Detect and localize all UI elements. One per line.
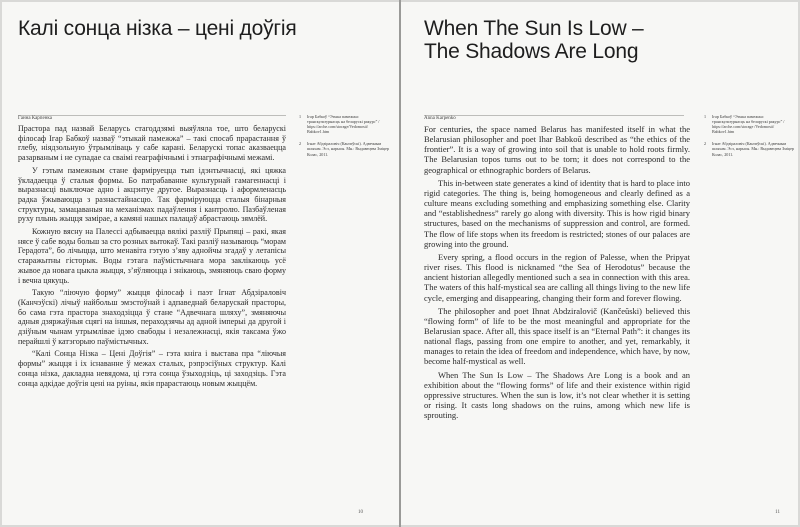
footnote: [704, 114, 796, 134]
paragraph: Every spring, a flood occurs in the region of Palesse, when the Pripyat river rises. This flood is nicknamed “the Sea of Herodotus” because the ancient historian allegedly mentioned such a sea in connection with this area. The waters of this half-mystical sea are calling all things living to the new life cycle, emerging and disappearing, changing their form and forever flowing.: [424, 251, 690, 303]
footnote-number: 2: [299, 141, 302, 147]
author-name: Anna Karpenko: [424, 116, 456, 121]
title-line-1: Калі сонца нізка – цені доўгія: [18, 17, 297, 40]
paragraph: “Калі Сонца Нізка – Цені Доўгія” – гэта кніга і выстава пра “ліючыя формы” жыцця і іх існаванне ў межах сталых, рэпрэсіўных структур. Калі сонца нізка, дакладна невядома, ці гэта сонца ўзыходзіць, ці заходзіць. Гэта сонца адкідае доўгія цені на руіны, якія прарастаюць новым жыццём.: [18, 349, 286, 388]
body-text: [18, 124, 286, 391]
paragraph: Такую “ліючую форму” жыцця філосаф і паэт Ігнат Абдзіраловіч (Канчэўскі) лічыў найбольш эмэстоўнай і адпаведнай беларускай прасторы, бо сама гэта прастора знаходзіцца ў стане “Адвечнага шляху”, змяняючы адныя дзяржаўныя сцягі на іншыя, пераходзячы ад адной імперыі да другой і дзіўным чынам утрымліваe ідэю свабоды і незалежнасці, якія таксама ўжо перайшлі ў катэгорыю паўмістычных.: [18, 288, 286, 346]
page-number: 10: [358, 510, 363, 515]
footnote-text: Ігар Бабкоў “Этыка памежжа: транскультурнасць на беларускі ракурс” / https://arche.com/storage/Vedomosti/ Babkov1.htm: [307, 114, 380, 135]
title-line-2: The Shadows Are Long: [424, 40, 639, 63]
footnote: [299, 141, 391, 156]
title-line-1: When The Sun Is Low –: [424, 17, 644, 40]
paragraph: Прастора пад назвай Беларусь стагоддзямі выяўляла тое, што беларускі філосаф Ігар Бабкоў назваў “этыкай памежжа” – такі спосаб прарастання ў глебу, ніядзольную ўтрымліваць у сабе карані. Беларускі топас аказваецца разарваным і не супадае са сваімі геаграфічнымі і этнаграфічнымі межамі.: [18, 124, 286, 163]
footnotes: [299, 114, 391, 164]
page-title: [18, 17, 297, 40]
header-rule: [18, 115, 286, 116]
paragraph: Кожную вясну на Палессі адбываецца вялікі разліў Прыпяці – ракі, якая нясе ў сабе воды больш за сто розных вытокаў. Такі разліў называюць “морам Герадота”, бо лічыцца, што менавіта гэтую з’яву аднойчы згадаў у летапісы старажытны гісторык. Воды гэтага паўмістычнага мора заклікаюць усё жывое да новага цыкла жыцця, з’яўляюцца і знікаюць, змяняюць сваю форму і вечна цякуць.: [18, 227, 286, 285]
paragraph: This in-between state generates a kind of identity that is hard to place into rigid categories. The thing is, being homogeneous and clearly defined as a culture means excluding something and emphasizing something else. Clarity and “establishedness” rarely go along with diversity. This is how rigid binary structures, based on the mechanisms of suppression and control, are formed. The flow of life stops when its freedom is restricted; stones of our palaces are growing into the ground.: [424, 177, 690, 249]
page-number: 11: [775, 510, 780, 515]
paragraph: У гэтым памежным стане фарміруецца тып ідэнтычнасці, які цяжка ўкладаецца ў сталыя формы. Бо патрабаванне культурнай гамагеннасці і выразнасці выключае адно і акцэнтуе другое. Выразнасць і аформленасць радка ўжываюцца з разнастайнасцю. Так фарміруюцца сталыя бінарныя структуры, замацаваныя на механізмах падаўлення і кантролю. Пазбаўленая руху плынь жыцця заміраe, а камяні нашых палацаў абрастаюць зямлёй.: [18, 165, 286, 224]
paragraph: The philosopher and poet Ihnat Abdziralovič (Kančeŭski) believed this “flowing form” of life to be the most meaningful and appropriate for the Belarusian space. After all, this space itself is an “Eternal Path”: it changes its national flags, passing from one empire to another, and yet, remarkably, it manages to retain the idea of freedom and independence, which have, by now, become half-mystical as well.: [424, 305, 690, 367]
page-title: [424, 17, 644, 63]
footnote-text: Ігар Бабкоў “Этыка памежжа: транскультурнасць на беларускі ракурс” / https://arche.com/storage /Vedomosti/ Babkov1.htm: [712, 114, 785, 135]
header-rule: [424, 115, 684, 116]
paragraph: For centuries, the space named Belarus has manifested itself in what the Belarusian philosopher and poet Ihar Babkoŭ described as “the ethics of the frontier”. It is a way of growing into soil that is unable to hold roots firmly. The Belarusian topos turns out to be torn; it does not correspond to the geographical or ethnographic borders of Belarus.: [424, 124, 690, 175]
footnote-text: Ігнат Абдзіраловіч (Канчэўскі). Адвечным шляхам. Эсэ, нарысы. Мн.: Выдавецтва Зміцер Колас, 2011.: [307, 141, 389, 157]
footnote: [704, 141, 796, 156]
right-page: [401, 2, 798, 525]
footnotes: [704, 114, 796, 164]
paragraph: When The Sun Is Low – The Shadows Are Long is a book and an exhibition about the “flowing forms” of life and their existence within rigid oppressive structures. When the sun is low, it’s not clear whether it is setting or rising. It casts long shadows on the ruins, among which new life is sprouting.: [424, 369, 690, 421]
footnote-text: Ігнат Абдзіраловіч (Канчэўскі). Адвечным шляхам. Эсэ, нарысы. Мн.: Выдавецтва Зміцер Колас, 2011.: [712, 141, 794, 157]
footnote: [299, 114, 391, 134]
footnote-number: 2: [704, 141, 707, 147]
body-text: [424, 124, 690, 423]
footnote-number: 1: [299, 114, 302, 119]
left-page: [2, 2, 399, 525]
footnote-number: 1: [704, 114, 707, 119]
author-name: Ганна Карпенка: [18, 116, 52, 121]
